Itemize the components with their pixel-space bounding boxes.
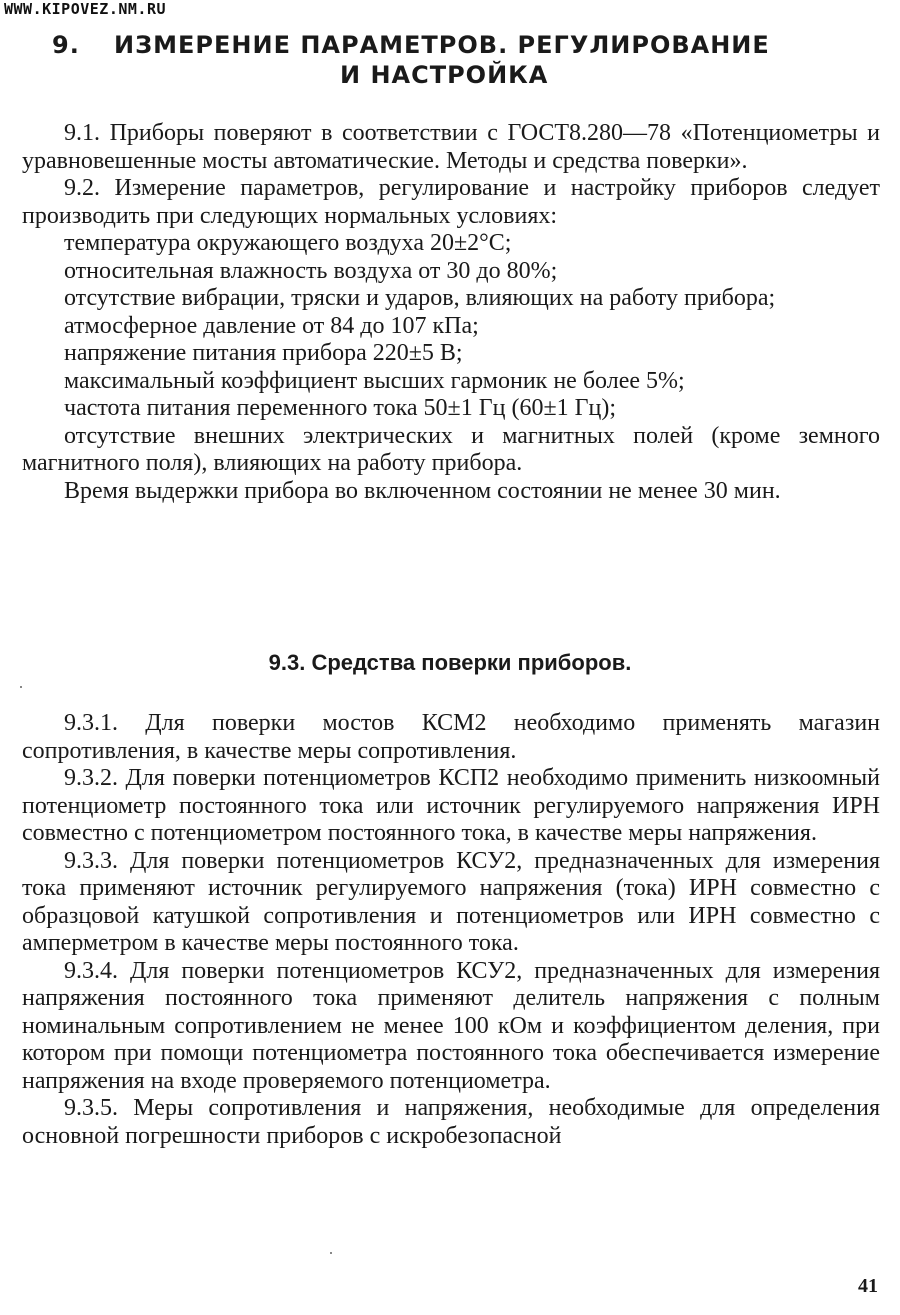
paragraph-9-3-1: 9.3.1. Для поверки мостов КСМ2 необходимо применять магазин сопротивления, в качестве меры сопротивления. bbox=[22, 710, 880, 764]
condition-item: частота питания переменного тока 50±1 Гц (60±1 Гц); bbox=[64, 395, 616, 421]
paragraph-9-3-5: 9.3.5. Меры сопротивления и напряжения, необходимые для определения основной погрешности приборов с искробезопасной bbox=[22, 1095, 880, 1149]
chapter-title-line1: ИЗМЕРЕНИЕ ПАРАМЕТРОВ. РЕГУЛИРОВАНИЕ bbox=[114, 31, 770, 59]
chapter-number: 9. bbox=[52, 31, 80, 59]
bottom-section bbox=[22, 710, 880, 1150]
condition-item: относительная влажность воздуха от 30 до 80%; bbox=[64, 257, 558, 284]
warmup-time: Время выдержки прибора во включенном состоянии не менее 30 мин. bbox=[64, 477, 781, 504]
subheading-9-3: 9.3. Средства поверки приборов. bbox=[268, 650, 632, 675]
condition-item: максимальный коэффициент высших гармоник не более 5%; bbox=[64, 367, 685, 394]
condition-item: напряжение питания прибора 220±5 В; bbox=[64, 340, 463, 366]
chapter-title-line2: И НАСТРОЙКА bbox=[340, 61, 549, 89]
top-section bbox=[22, 120, 880, 505]
condition-item: отсутствие вибрации, тряски и ударов, влияющих на работу прибора; bbox=[64, 285, 776, 311]
paragraph-9-1: 9.1. Приборы поверяют в соответствии с ГОСТ8.280—78 «Потенциометры и уравновешенные мосты автоматические. Методы и средства поверки». bbox=[22, 120, 880, 174]
paragraph-9-3-3: 9.3.3. Для поверки потенциометров КСУ2, предназначенных для измерения тока применяют источник регулируемого напряжения (тока) ИРН совместно с образцовой катушкой сопротивления и потенциометров или ИРН совместно с амперметром в качестве меры постоянного тока. bbox=[22, 847, 880, 956]
paragraph-9-3-2: 9.3.2. Для поверки потенциометров КСП2 необходимо применить низкоомный потенциометр постоянного тока или источник регулируемого напряжения ИРН совместно с потенциометром постоянного тока, в качестве меры напряжения. bbox=[22, 765, 880, 846]
speck-mark bbox=[20, 686, 22, 688]
condition-item: температура окружающего воздуха 20±2°С; bbox=[64, 230, 512, 256]
paragraph-9-3-4: 9.3.4. Для поверки потенциометров КСУ2, предназначенных для измерения напряжения постоянного тока применяют делитель напряжения с полным номинальным сопротивлением не менее 100 кОм и коэффициентом деления, при котором при помощи потенциометра постоянного тока обеспечивается измерение напряжения на входе проверяемого потенциометра. bbox=[22, 957, 880, 1094]
page-number: 41 bbox=[858, 1275, 878, 1297]
paragraph-9-2: 9.2. Измерение параметров, регулирование и настройку приборов следует производить при следующих нормальных условиях: bbox=[22, 175, 880, 229]
condition-item: отсутствие внешних электрических и магнитных полей (кроме земного магнитного поля), влияющих на работу прибора. bbox=[22, 422, 880, 476]
speck-mark bbox=[330, 1252, 332, 1254]
watermark: WWW.KIPOVEZ.NM.RU bbox=[4, 0, 167, 18]
condition-item: атмосферное давление от 84 до 107 кПа; bbox=[64, 312, 479, 339]
chapter-heading bbox=[30, 30, 875, 90]
